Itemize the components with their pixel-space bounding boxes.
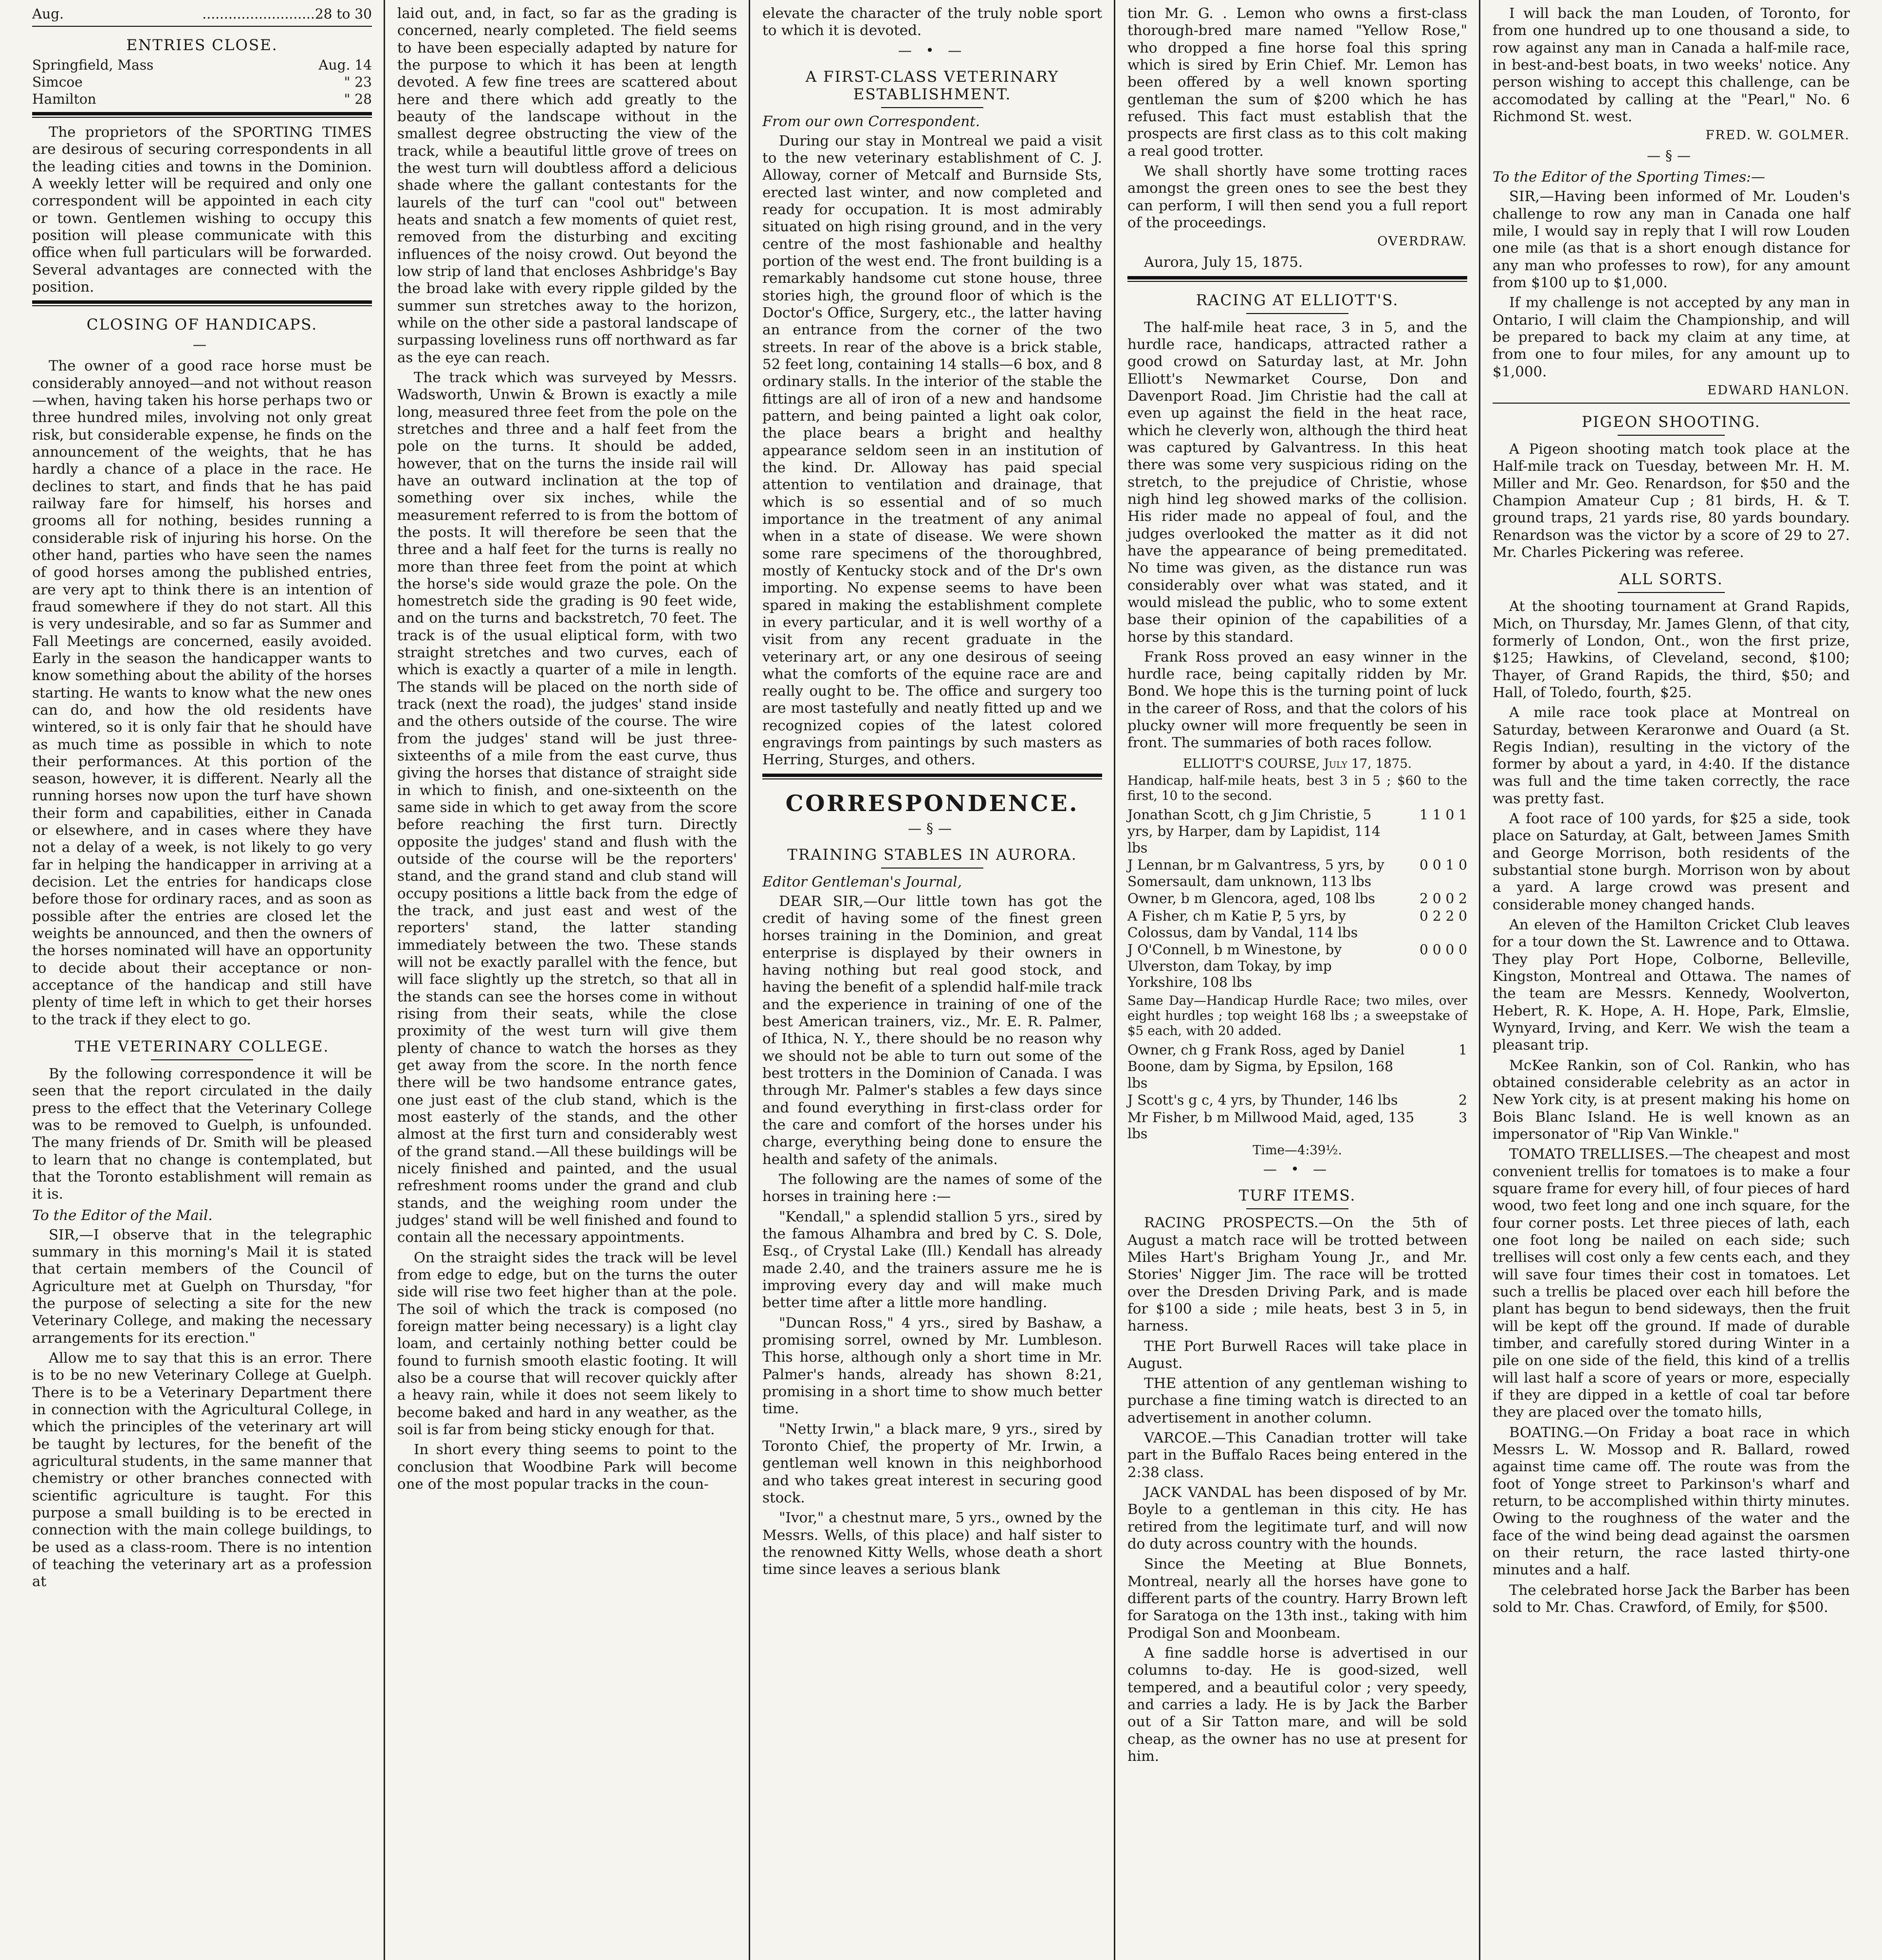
correspondence-heading: CORRESPONDENCE. xyxy=(785,790,1079,816)
all-sorts-item: An eleven of the Hamilton Cricket Club leaves for a tour down the St. Lawrence and to Ottawa. They play Port Hope, Colborne, Belleville, Kingston, Montreal and Ottawa. The names of the team are Messrs. Kennedy, Woolverton, Hebert, R. K. Hope, A. H. Hope, Park, Elmslie, Wynyard, Irving, and Kerr. We wish the team a pleasant trip. xyxy=(1493,916,1850,1054)
veterinary-college-heading: THE VETERINARY COLLEGE. xyxy=(74,1038,330,1056)
woodbine-paragraph: In short every thing seems to point to the conclusion that Woodbine Park will become one of the most popular tracks in the coun- xyxy=(397,1441,737,1492)
vet-paragraph: By the following correspondence it will be seen that the report circulated in the daily press to the effect that the Veterinary College was to be removed to Guelph, is unfounded. The many friends of Dr. Smith will be pleased to learn that no change is contemplated, but that the Toronto establishment will remain as it is. xyxy=(32,1065,372,1202)
pigeon-shooting-heading: PIGEON SHOOTING. xyxy=(1582,413,1761,431)
turf-item: RACING PROSPECTS.—On the 5th of August a match race will be trotted between Miles Hart's Brigham Young Jr., and Mr. Stories' Nigger Jim. The race will be trotted over the Dresden Driving Park, and is made for $100 a side ; mile heats, best 3 in 5, in harness. xyxy=(1127,1214,1467,1334)
aurora-paragraph: We shall shortly have some trotting races amongst the green ones to see the best they can perform, I will then send you a full report of the proceedings. xyxy=(1127,162,1467,231)
correspondents-notice: The proprietors of the SPORTING TIMES are desirous of securing correspondents in all the leading cities and towns in the Dominion. A weekly letter will be required and only one correspondent will be appointed in each city or town. Gentlemen wishing to occupy this position will please communicate with this office when full particulars will be forwarded. Several advantages are connected with the position. xyxy=(32,124,372,295)
summary-row: J O'Connell, b m Winestone, by Ulverston, dam Tokay, by imp Yorkshire, 108 lbs 0 0 0 0 xyxy=(1127,942,1467,991)
handicaps-article: The owner of a good race horse must be considerably annoyed—and not without reason—when, having taken his horse perhaps two or three hundred miles, involving not only great risk, but considerable expense, he finds on the announcement of the weights, that he has hardly a chance of a place in the race. He declines to start, and finds that he has paid railway fare for himself, his horses and grooms all for nothing, besides running a considerable risk of injuring his horse. On the other hand, parties who have seen the names of good horses among the published entries, are very apt to think there is an intention of fraud somewhere if they do not start. All this is very undesirable, and so far as Summer and Fall Meetings are concerned, easily avoided. Early in the season the handicapper wants to know something about the ability of the horses starting. He wants to know what the new ones can do, and how the old residents have wintered, so it is only fair that he should have as much time as possible in which to note their performances. At this portion of the season, however, it is different. Nearly all the running horses now upon the turf have shown their form and capabilities, either in Canada or elsewhere, and in cases where they have not a delay of a week, is not likely to go very far in helping the handicapper in arriving at a decision. Let the entries for handicaps close before those for ordinary races, and as soon as possible after the entries are closed let the weights be announced, and then the owners of the horses nominated will have an opportunity to decide about their acceptance or non-acceptance of the handicap and still have plenty of time left in which to get their horses to the track if they elect to go. xyxy=(32,357,372,1028)
stables-paragraph: DEAR SIR,—Our little town has got the credit of having some of the finest green horses training in the Dominion, and great enterprise is displayed by their owners in having nothing but real good stock, and having the benefit of a splendid half-mile track and the experience in training of one of the best American trainers, viz., Mr. E. R. Palmer, of Ithica, N. Y., there should be no reason why we should not be able to turn out some of the best trotters in the Dominion of Canada. I was through Mr. Palmer's stables a few days since and found everything in first-class order for the care and comfort of the horses under his charge, everything being done to ensure the health and safety of the animals. xyxy=(762,892,1102,1167)
stables-paragraph: "Ivor," a chestnut mare, 5 yrs., owned by the Messrs. Wells, of this place) and half sister to the renowned Kitty Wells, whose death a short time since leaves a serious blank xyxy=(762,1509,1102,1578)
turf-item: VARCOE.—This Canadian trotter will take part in the Buffalo Races being entered in the 2:38 class. xyxy=(1127,1429,1467,1480)
veterinary-establishment-heading: A FIRST-CLASS VETERINARY ESTABLISHMENT. xyxy=(805,68,1059,103)
signature-hanlon: EDWARD HANLON. xyxy=(1707,383,1850,398)
column-2 xyxy=(385,0,750,1960)
article-tail: elevate the character of the truly noble sport to which it is devoted. xyxy=(762,5,1102,39)
handicaps-heading: CLOSING OF HANDICAPS. xyxy=(86,316,318,334)
summary-row: Owner, b m Glencora, aged, 108 lbs 2 0 0 2 xyxy=(1127,890,1467,907)
entry-row: Springfield, Mass Aug. 14 xyxy=(32,57,372,73)
vet-paragraph: SIR,—I observe that in the telegraphic summary in this morning's Mail it is stated that certain members of the Council of Agriculture met at Guelph on Thursday, "for the purpose of selecting a site for the new Veterinary College, and making the necessary arrangements for its erection." xyxy=(32,1226,372,1346)
racing-elliotts-heading: RACING AT ELLIOTT'S. xyxy=(1196,291,1399,309)
all-sorts-item: A foot race of 100 yards, for $25 a side, took place on Saturday, at Galt, between James Smith and George Morrison, both residents of the substantial stone burgh. Morrison won by about a yard. A large crowd was present and considerable money changed hands. xyxy=(1493,810,1850,913)
summary2-title: Same Day—Handicap Hurdle Race; two miles, over eight hurdles ; top weight 168 lbs ; a sweepstake of $5 each, with 20 added. xyxy=(1127,993,1467,1039)
entry-row: Hamilton " 28 xyxy=(32,91,372,107)
to-editor-sporting-times: To the Editor of the Sporting Times:— xyxy=(1493,168,1765,185)
aurora-paragraph: tion Mr. G. . Lemon who owns a first-class thorough-bred mare named "Yellow Rose," who dropped a fine horse foal this spring which is sired by Erin Chief. Mr. Lemon has been offered by a well known sporting gentleman the sum of $200 which he has refused. This fact must establish that the prospects are first class as to this colt making a real good trotter. xyxy=(1127,5,1467,159)
summary-table-1 xyxy=(1127,807,1467,991)
column-4: tion Mr. G. . Lemon who owns a first-class thorough-bred mare named "Yellow Rose," who dropped a fine horse foal this spring which is sired by Erin Chief. Mr. Lemon has been offered by a well known sporting gentleman the sum of $200 which he has refused. This fact must establish that the prospects are first class as to this colt making a real good trotter. We shall shortly have some trotting races amongst the green ones to see the best they can perform, I will then send you a full report of the proceedings. OVERDRAW. Aurora, July 15, 1875. RACING AT ELLIOTT'S. The half-mile heat race, 3 in 5, and the hurdle race, handicaps, attracted rather a good crowd on Saturday last, at Mr. John Elliott's Newmarket Course, Don and Davenport Road. Jim Christie had the call at even up against the field in the heat race, which he cleverly won, although the third heat was captured by Galvantress. In this heat there was some very suspicious riding on the stretch, to the prejudice of Christie, whose nigh hind leg showed marks of the collision. His rider made no appeal of foul, and the judges overlooked the matter as it did not have the appearance of being premeditated. No time was given, as the distance run was considerably over what was stated, and it would mislead the public, who to some extent base their opinion of the capabilities of a horse by this standard. Frank Ross proved an easy winner in the hurdle race, being capitally ridden by Mr. Bond. We hope this is the turning point of luck in the career of Ross, and that the colors of his plucky owner will more frequently be seen in front. The summaries of both races follow. ELLIOTT'S COURSE, July 17, 1875. Handicap, half-mile heats, best 3 in 5 ; $60 to the first, 10 to the second. Jonathan Scott, ch g Jim Christie, 5 yrs, by Harper, dam by Lapidist, 114 lbs 1 1 0 1 J Lennan, br m Galvantress, 5 yrs, by Somersault, dam unknown, 113 lbs 0 0 1 0 Owner, b m Glencora, aged, 108 lbs 2 0 0 2 A Fisher, ch m Katie P, 5 yrs, by Colossus, dam by Vandal, 114 lbs 0 2 2 0 J O'Connell, b m Winestone, by Ulverston, dam Tokay, by imp Yorkshire, 108 lbs 0 0 0 0 Same Day—Handicap Hurdle Race; two miles, over eight hurdles ; top weight 168 lbs ; a sweepstake of $5 each, with 20 added. Owner, ch g Frank Ross, aged by Daniel Boone, dam by Sigma, by Epsilon, 168 lbs 1 J Scott's g c, 4 yrs, by Thunder, 146 lbs 2 Mr Fisher, b m Millwood Maid, aged, 135 lbs 3 Time—4:39½. — • — TURF ITEMS. RACING PROSPECTS.—On the 5th of August a match race will be trotted between Miles Hart's Brigham Young Jr., and Mr. Stories' Nigger Jim. The race will be trotted over the Dresden Driving Park, and is made for $100 a side ; mile heats, best 3 in 5, in harness. THE Port Burwell Races will take place in August. THE attention of any gentleman wishing to purchase a fine timing watch is directed to an advertisement in another column. VARCOE.—This Canadian trotter will take part in the Buffalo Races being entered in the 2:38 class. JACK VANDAL has been disposed of by Mr. Boyle to a gentleman in this city. He has retired from the legitimate turf, and will now do duty across country with the hounds. Since the Meeting at Blue Bonnets, Montreal, nearly all the horses have gone to different parts of the country. Harry Brown left for Saratoga on the 13th inst., taking with him Prodigal Son and Moonbeam. A fine saddle horse is advertised in our columns to-day. He is good-sized, well tempered, and a beautiful color ; very speedy, and carries a lady. He is by Jack the Barber out of a Sir Tatton mare, and will be sold cheap, as the owner has no use at present for him. xyxy=(1127,5,1467,1765)
woodbine-paragraph: The track which was surveyed by Messrs. Wadsworth, Unwin & Brown is exactly a mile long, measured three feet from the pole on the stretches and three and a half feet from the pole on the turns. It should be added, however, that on the turns the inside rail will have an outward inclination at the top of something over six inches, while the measurement referred to is from the bottom of the posts. It will therefore be seen that the three and a half feet for the turns is really no more than three feet from the point at which the horse's side would graze the pole. On the homestretch side the grading is 90 feet wide, and on the turns and backstretch, 70 feet. The track is of the usual eliptical form, with two straight stretches and two curves, each of which is exactly a quarter of a mile in length. The stands will be placed on the north side of track (next the road), the judges' stand inside and the others outside of the course. The wire from the judges' stand will be just three-sixteenths of a mile from the east curve, thus giving the horses that distance of straight side in which to finish, and one-sixteenth on the same side in which to get away from the score before reaching the first turn. Directly opposite the judges' stand and flush with the outside of the course will be the reporters' stand, and the grand stand and club stand will occupy positions a little back from the edge of the track, and just east and west of the reporters' stand, the latter standing immediately between the two. These stands will not be exactly parallel with the fence, but will face slightly up the stretch, so that all in the stands can see the horses come in without rising from their seats, while the close proximity of the west turn will give them plenty of chance to watch the horses as they get away from the score. In the north fence there will be two handsome entrance gates, one just east of the club stand, which is the most easterly of the stands, and the other almost at the first turn and considerably west of the grand stand.—All these buildings will be nicely finished and painted, and the usual refreshment rooms under the grand and club stands, and the weighing room under the judges' stand will be well finished and found to contain all the necessary appointments. xyxy=(397,369,737,1246)
all-sorts-item: The celebrated horse Jack the Barber has been sold to Mr. Chas. Crawford, of Emily, for $500. xyxy=(1493,1581,1850,1615)
elliott-paragraph: Frank Ross proved an easy winner in the hurdle race, being capitally ridden by Mr. Bond. We hope this is the turning point of luck in the career of Ross, and that the colors of his plucky owner will more frequently be seen in front. The summaries of both races follow. xyxy=(1127,648,1467,751)
summary-row: Mr Fisher, b m Millwood Maid, aged, 135 lbs 3 xyxy=(1127,1109,1467,1142)
summary-title: ELLIOTT'S COURSE, July 17, 1875. xyxy=(1182,756,1412,771)
challenge-paragraph: I will back the man Louden, of Toronto, for from one hundred up to one thousand a side, to row against any man in Canada a half-mile race, in best-and-best boats, in two weeks' notice. Any person wishing to accept this challenge, can be accomodated by calling at the "Pearl," No. 6 Richmond St. west. xyxy=(1493,5,1850,125)
turf-item: Since the Meeting at Blue Bonnets, Montreal, nearly all the horses have gone to different parts of the country. Harry Brown left for Saratoga on the 13th inst., taking with him Prodigal Son and Moonbeam. xyxy=(1127,1555,1467,1641)
entry-row: Simcoe " 23 xyxy=(32,74,372,90)
all-sorts-item: TOMATO TRELLISES.—The cheapest and most convenient trellis for tomatoes is to make a four square frame for every hill, of four pieces of hard wood, two feet long and one inch square, for the four corner posts. Let three pieces of lath, each one foot long be nailed on each side; such trellises will cost only a few cents each, and they will save four times their cost in tomatoes. Let such a trellis be placed over each hill before the plant has begun to bend sideways, then the fruit will be kept off the ground. If made of durable timber, and carefully stored during Winter in a pile on one side of the field, this kind of a trellis will last half a score of years or more, especially if they are dipped in a kettle of coal tar before they are placed over the tomato hills, xyxy=(1493,1146,1850,1421)
stables-paragraph: "Kendall," a splendid stallion 5 yrs., sired by the famous Alhambra and bred by C. S. Dole, Esq., of Crystal Lake (Ill.) Kendall has already made 2.40, and the trainers assure me he is improving every day and will make much better time after a little more handling. xyxy=(762,1208,1102,1311)
from-correspondent: From our own Correspondent. xyxy=(762,112,980,129)
dates-line: Aug. ..........................28 to 30 xyxy=(32,6,372,22)
all-sorts-item: McKee Rankin, son of Col. Rankin, who has obtained considerable celebrity as an actor in New York city, is at present making his home on Bois Blanc Island. He is well known as an impersonator of "Rip Van Winkle." xyxy=(1493,1056,1850,1143)
aurora-dateline: Aurora, July 15, 1875. xyxy=(1144,254,1303,271)
summary-row: Owner, ch g Frank Ross, aged by Daniel Boone, dam by Sigma, by Epsilon, 168 lbs 1 xyxy=(1127,1042,1467,1091)
editor-address: Editor Gentleman's Journal, xyxy=(762,873,962,890)
summary-subtitle: Handicap, half-mile heats, best 3 in 5 ; $60 to the first, 10 to the second. xyxy=(1127,773,1467,804)
hanlon-paragraph: If my challenge is not accepted by any man in Ontario, I will claim the Championship, and will be prepared to back my claim at any time, at from one to four miles, for any amount up to $1,000. xyxy=(1493,294,1850,380)
vet-to-editor: To the Editor of the Mail. xyxy=(32,1206,213,1223)
summary-row: Jonathan Scott, ch g Jim Christie, 5 yrs, by Harper, dam by Lapidist, 114 lbs 1 1 0 1 xyxy=(1127,807,1467,856)
turf-item: THE Port Burwell Races will take place in August. xyxy=(1127,1337,1467,1371)
signature-overdraw: OVERDRAW. xyxy=(1377,234,1467,249)
hanlon-paragraph: SIR,—Having been informed of Mr. Louden's challenge to row any man in Canada one half mile, I would say in reply that I will row Louden one mile (as that is a short enough distance for any man who professes to row), for any amount from $100 up to $1,000. xyxy=(1493,188,1850,291)
stables-paragraph: "Netty Irwin," a black mare, 9 yrs., sired by Toronto Chief, the property of Mr. Irwin, a gentleman well known in this neighborhood and who takes great interest in securing good stock. xyxy=(762,1420,1102,1506)
turf-item: A fine saddle horse is advertised in our columns to-day. He is good-sized, well tempered, and a beautiful color ; very speedy, and carries a lady. He is by Jack the Barber out of a Sir Tatton mare, and will be sold cheap, as the owner has no use at present for him. xyxy=(1127,1645,1467,1765)
column-3: elevate the character of the truly noble sport to which it is devoted. — • — A FIRST-CLASS VETERINARY ESTABLISHMENT. From our own Correspondent. During our stay in Montreal we paid a visit to the new veterinary establishment of C. J. Alloway, corner of Metcalf and Burnside Sts, erected last winter, and now completed and ready for occupation. It is most admirably situated on high rising ground, and in the very centre of the most fashionable and healthy portion of the west end. The front building is a remarkably handsome cut stone house, three stories high, the ground floor of which is the Doctor's Office, Surgery, etc., the latter having an entrance from the corner of the two streets. In rear of the above is a brick stable, 52 feet long, containing 14 stalls—6 box, and 8 ordinary stalls. In the interior of the stable the fittings are all of iron of a new and handsome pattern, and being painted a light oak color, the place bears a bright and healthy appearance seldom seen in an institution of the kind. Dr. Alloway has paid special attention to ventilation and drainage, that which is so essential and of so much importance in the treatment of any animal when in a state of disease. We were shown some rare specimens of the thoroughbred, mostly of Kentucky stock and of the Dr's own importing. No expense seems to have been spared in making the establishment complete in every particular, and it is well worthy of a visit from any recent graduate in the veterinary art, or any one desirous of seeing what the comforts of the equine race are and really ought to be. The office and surgery too are most tastefully and neatly fitted up and we recognized copies of the latest colored engravings from paintings by such masters as Herring, Sturges, and others. CORRESPONDENCE. —§— TRAINING STABLES IN AURORA. Editor Gentleman's Journal, DEAR SIR,—Our little town has got the credit of having some of the finest green horses training in the Dominion, and great enterprise is displayed by their owners in having nothing but real good stock, and having the benefit of a splendid half-mile track and the experience in training of one of the best American trainers, viz., Mr. E. R. Palmer, of Ithica, N. Y., there should be no reason why we should not be able to turn out some of the best trotters in the Dominion of Canada. I was through Mr. Palmer's stables a few days since and found everything in first-class order for the care and comfort of the horses under his charge, everything being done to ensure the health and safety of the animals. The following are the names of some of the horses in training here :— "Kendall," a splendid stallion 5 yrs., sired by the famous Alhambra and bred by C. S. Dole, Esq., of Crystal Lake (Ill.) Kendall has already made 2.40, and the trainers assure me he is improving every day and will make much better time after a little more handling. "Duncan Ross," 4 yrs., sired by Bashaw, a promising sorrel, owned by Mr. Lumbleson. This horse, although only a short time in Mr. Palmer's hands, already has shown 8:21, promising in a short time to show much better time. "Netty Irwin," a black mare, 9 yrs., sired by Toronto Chief, the property of Mr. Irwin, a gentleman well known in this neighborhood and who takes great interest in securing good stock. "Ivor," a chestnut mare, 5 yrs., owned by the Messrs. Wells, of this place) and half sister to the renowned Kitty Wells, whose death a short time since leaves a serious blank xyxy=(762,5,1102,1578)
signature-golmer: FRED. W. GOLMER. xyxy=(1705,128,1850,143)
pigeon-paragraph: A Pigeon shooting match took place at the Half-mile track on Tuesday, between Mr. H. M. Miller and Mr. Geo. Renardson, for $50 and the Champion Amateur Cup ; 81 birds, H. & T. ground traps, 21 yards rise, 80 yards boundary. Renardson was the victor by a score of 29 to 27. Mr. Charles Pickering was referee. xyxy=(1493,440,1850,560)
woodbine-paragraph: On the straight sides the track will be level from edge to edge, but on the turns the outer side will rise two feet higher than at the pole. The soil of which the track is composed (no foreign matter being necessary) is a light clay loam, and certainly nothing better could be found to furnish smooth elastic footing. It will also be a course that will recover quickly after a heavy rain, while it does not seem likely to become baked and hard in any weather, as the soil is far from being sticky enough for that. xyxy=(397,1249,737,1438)
race-time: Time—4:39½. xyxy=(1253,1143,1342,1158)
column-5: I will back the man Louden, of Toronto, for from one hundred up to one thousand a side, to row against any man in Canada a half-mile race, in best-and-best boats, in two weeks' notice. Any person wishing to accept this challenge, can be accomodated by calling at the "Pearl," No. 6 Richmond St. west. FRED. W. GOLMER. —§— To the Editor of the Sporting Times:— SIR,—Having been informed of Mr. Louden's challenge to row any man in Canada one half mile, I would say in reply that I will row Louden one mile (as that is a short enough distance for any man who professes to row), for any amount from $100 up to $1,000. If my challenge is not accepted by any man in Ontario, I will claim the Championship, and will be prepared to back my claim at any time, at from one to four miles, for any amount up to $1,000. EDWARD HANLON. PIGEON SHOOTING. A Pigeon shooting match took place at the Half-mile track on Tuesday, between Mr. H. M. Miller and Mr. Geo. Renardson, for $50 and the Champion Amateur Cup ; 81 birds, H. & T. ground traps, 21 yards rise, 80 yards boundary. Renardson was the victor by a score of 29 to 27. Mr. Charles Pickering was referee. ALL SORTS. At the shooting tournament at Grand Rapids, Mich, on Thursday, Mr. James Glenn, of that city, formerly of London, Ont., won the first prize, $125; Hawkins, of Cleveland, second, $100; Thayer, of Grand Rapids, the third, $50; and Hall, of Toledo, fourth, $25. A mile race took place at Montreal on Saturday, between Keraronwe and Ouard (a St. Regis Indian), resulting in the victory of the former by about a yard, in 4:40. If the distance was full and the time taken correctly, the race was pretty fast. A foot race of 100 yards, for $25 a side, took place on Saturday, at Galt, between James Smith and George Morrison, both residents of the substantial stone burgh. Morrison won by about a yard. A large crowd was present and considerable money changed hands. An eleven of the Hamilton Cricket Club leaves for a tour down the St. Lawrence and to Ottawa. They play Port Hope, Colborne, Belleville, Kingston, Montreal and Ottawa. The names of the team are Messrs. Kennedy, Woolverton, Hebert, R. K. Hope, A. H. Hope, Park, Elmslie, Wynyard, Irving, and Kerr. We wish the team a pleasant trip. McKee Rankin, son of Col. Rankin, who has obtained considerable celebrity as an actor in New York city, is at present making his home on Bois Blanc Island. He is well known as an impersonator of "Rip Van Winkle." TOMATO TRELLISES.—The cheapest and most convenient trellis for tomatoes is to make a four square frame for every hill, of four pieces of hard wood, two feet long and one inch square, for the four corner posts. Let three pieces of lath, each one foot long be nailed on each side; such trellises will cost only a few cents each, and they will save four times their cost in tomatoes. Let such a trellis be placed over each hill before the plant has begun to bend sideways, then the fruit will be kept off the ground. If made of durable timber, and carefully stored during Winter in a pile on one side of the field, this kind of a trellis will last half a score of years or more, especially if they are dipped in a kettle of coal tar before they are placed over the tomato hills, BOATING.—On Friday a boat race in which Messrs L. W. Mossop and R. Ballard, rowed against time came off. The route was from the foot of Yonge street to Parkinson's wharf and return, to be accomplished within thirty minutes. Owing to the roughness of the water and the face of the wind being dead against the oarsmen on their return, the race lasted thirty-one minutes and a half. The celebrated horse Jack the Barber has been sold to Mr. Chas. Crawford, of Emily, for $500. xyxy=(1493,5,1850,1615)
stables-paragraph: The following are the names of some of the horses in training here :— xyxy=(762,1171,1102,1205)
training-stables-heading: TRAINING STABLES IN AURORA. xyxy=(787,846,1077,864)
column-1: Aug. ..........................28 to 30 ENTRIES CLOSE. Springfield, Mass Aug. 14 Simcoe " 23 Hamilton " 28 The proprietors of the SPORTING TIMES are desirous of securing correspondents in all the leading cities and towns in the Dominion. A weekly letter will be required and only one correspondent will be appointed in each city or town. Gentlemen wishing to occupy this position will please communicate with this office when full particulars will be forwarded. Several advantages are connected with the position. CLOSING OF HANDICAPS. — The owner of a good race horse must be considerably annoyed—and not without reason—when, having taken his horse perhaps two or three hundred miles, involving not only great risk, but considerable expense, he finds on the announcement of the weights, that he has hardly a chance of a place in the race. He declines to start, and finds that he has paid railway fare for himself, his horses and grooms all for nothing, besides running a considerable risk of injuring his horse. On the other hand, parties who have seen the names of good horses among the published entries, are very apt to think there is an intention of fraud somewhere if they do not start. All this is very undesirable, and so far as Summer and Fall Meetings are concerned, easily avoided. Early in the season the handicapper wants to know something about the ability of the horses starting. He wants to know what the new ones can do, and how the old residents have wintered, so it is only fair that he should have as much time as possible in which to note their performances. At this portion of the season, however, it is different. Nearly all the running horses now upon the turf have shown their form and capabilities, either in Canada or elsewhere, and in cases where they have not a delay of a week, is not likely to go very far in helping the handicapper in arriving at a decision. Let the entries for handicaps close before those for ordinary races, and as soon as possible after the entries are closed let the weights be announced, and then the owners of the horses nominated will have an opportunity to decide about their acceptance or non-acceptance of the handicap and still have plenty of time left in which to get their horses to the track if they elect to go. THE VETERINARY COLLEGE. By the following correspondence it will be seen that the report circulated in the daily press to the effect that the Veterinary College was to be removed to Guelph, is unfounded. The many friends of Dr. Smith will be pleased to learn that no change is contemplated, but that the Toronto establishment will remain as it is. To the Editor of the Mail. SIR,—I observe that in the telegraphic summary in this morning's Mail it is stated that certain members of the Council of Agriculture met at Guelph on Thursday, "for the purpose of selecting a site for the new Veterinary College, and making the necessary arrangements for its erection." Allow me to say that this is an error. There is to be no new Veterinary College at Guelph. There is to be a Veterinary Department there in connection with the Agricultural College, in which the principles of the veterinary art will be taught by lectures, for the benefit of the agricultural students, in the same manner that chemistry or other branches connected with scientific agriculture is taught. For this purpose a small building is to be erected in connection with the main college buildings, to be used as a class-room. There is no intention of teaching the veterinary art as a profession at xyxy=(32,6,372,1590)
entries-list xyxy=(32,57,372,107)
all-sorts-item: At the shooting tournament at Grand Rapids, Mich, on Thursday, Mr. James Glenn, of that city, formerly of London, Ont., won the first prize, $125; Hawkins, of Cleveland, second, $100; Thayer, of Grand Rapids, the third, $50; and Hall, of Toledo, fourth, $25. xyxy=(1493,598,1850,701)
summary-table-2 xyxy=(1127,1042,1467,1142)
turf-item: THE attention of any gentleman wishing to purchase a fine timing watch is directed to an advertisement in another column. xyxy=(1127,1375,1467,1426)
all-sorts-item: BOATING.—On Friday a boat race in which Messrs L. W. Mossop and R. Ballard, rowed against time came off. The route was from the foot of Yonge street to Parkinson's wharf and return, to be accomplished within thirty minutes. Owing to the roughness of the water and the face of the wind being dead against the oarsmen on their return, the race lasted thirty-one minutes and a half. xyxy=(1493,1424,1850,1578)
turf-items-heading: TURF ITEMS. xyxy=(1238,1187,1356,1205)
vet-paragraph: Allow me to say that this is an error. There is to be no new Veterinary College at Guelph. There is to be a Veterinary Department there in connection with the Agricultural College, in which the principles of the veterinary art will be taught by lectures, for the benefit of the agricultural students, in the same manner that chemistry or other branches connected with scientific agriculture is taught. For this purpose a small building is to be erected in connection with the main college buildings, to be used as a class-room. There is no intention of teaching the veterinary art as a profession at xyxy=(32,1350,372,1590)
summary-row: J Lennan, br m Galvantress, 5 yrs, by Somersault, dam unknown, 113 lbs 0 0 1 0 xyxy=(1127,857,1467,889)
elliott-paragraph: The half-mile heat race, 3 in 5, and the hurdle race, handicaps, attracted rather a good crowd on Saturday last, at Mr. John Elliott's Newmarket Course, Don and Davenport Road. Jim Christie had the call at even up against the field in the heat race, which he cleverly won, although the third heat was captured by Galvantress. In this heat there was some very suspicious riding on the stretch, to the prejudice of Christie, whose nigh hind leg showed marks of the collision. His rider made no appeal of foul, and the judges overlooked the matter as it did not have the appearance of being premeditated. No time was given, as the distance run was considerably over what was stated, and it would mislead the public, who to some extent base their opinion of the capabilities of a horse by this standard. xyxy=(1127,318,1467,645)
turf-item: JACK VANDAL has been disposed of by Mr. Boyle to a gentleman in this city. He has retired from the legitimate turf, and will now do duty across country with the hounds. xyxy=(1127,1484,1467,1553)
woodbine-paragraph: laid out, and, in fact, so far as the grading is concerned, nearly completed. The field seems to have been especially adapted by nature for the purpose to which it has been at length devoted. A few fine trees are scattered about here and there which add greatly to the beauty of the landscape without in the smallest degree obstructing the view of the track, while a beautiful little grove of trees on the west turn will doubtless afford a delicious shade where the gallant contestants for the laurels of the turf can "cool out" between heats and snatch a few moments of quiet rest, removed from the disturbing and exciting influences of the noisy crowd. Out beyond the low strip of land that encloses Ashbridge's Bay the broad lake with every ripple gilded by the summer sun stretches away to the horizon, while on the other side a pastoral landscape of surpassing loveliness runs off northward as far as the eye can reach. xyxy=(397,5,737,366)
all-sorts-heading: ALL SORTS. xyxy=(1619,571,1723,589)
stables-paragraph: "Duncan Ross," 4 yrs., sired by Bashaw, a promising sorrel, owned by Mr. Lumbleson. This horse, although only a short time in Mr. Palmer's hands, already has shown 8:21, promising in a short time to show much better time. xyxy=(762,1314,1102,1417)
entries-close-heading: ENTRIES CLOSE. xyxy=(126,37,278,54)
all-sorts-item: A mile race took place at Montreal on Saturday, between Keraronwe and Ouard (a St. Regis Indian), resulting in the victory of the former by about a yard, in 4:40. If the distance was full and the time taken correctly, the race was pretty fast. xyxy=(1493,704,1850,807)
summary-row: A Fisher, ch m Katie P, 5 yrs, by Colossus, dam by Vandal, 114 lbs 0 2 2 0 xyxy=(1127,907,1467,941)
vet-establishment-paragraph: During our stay in Montreal we paid a visit to the new veterinary establishment of C. J. Alloway, corner of Metcalf and Burnside Sts, erected last winter, and now completed and ready for occupation. It is most admirably situated on high rising ground, and in the very centre of the most fashionable and healthy portion of the west end. The front building is a remarkably handsome cut stone house, three stories high, the ground floor of which is the Doctor's Office, Surgery, etc., the latter having an entrance from the corner of the two streets. In rear of the above is a brick stable, 52 feet long, containing 14 stalls—6 box, and 8 ordinary stalls. In the interior of the stable the fittings are all of iron of a new and handsome pattern, and being painted a light oak color, the place bears a bright and healthy appearance seldom seen in an institution of the kind. Dr. Alloway has paid special attention to ventilation and drainage, that which is so essential and of so much importance in the treatment of any animal when in a state of disease. We were shown some rare specimens of the thoroughbred, mostly of Kentucky stock and of the Dr's own importing. No expense seems to have been spared in making the establishment complete in every particular, and it is well worthy of a visit from any recent graduate in the veterinary art, or any one desirous of seeing what the comforts of the equine race are and really ought to be. The office and surgery too are most tastefully and neatly fitted up and we recognized copies of the latest colored engravings from paintings by such masters as Herring, Sturges, and others. xyxy=(762,132,1102,768)
summary-row: J Scott's g c, 4 yrs, by Thunder, 146 lbs 2 xyxy=(1127,1092,1467,1109)
